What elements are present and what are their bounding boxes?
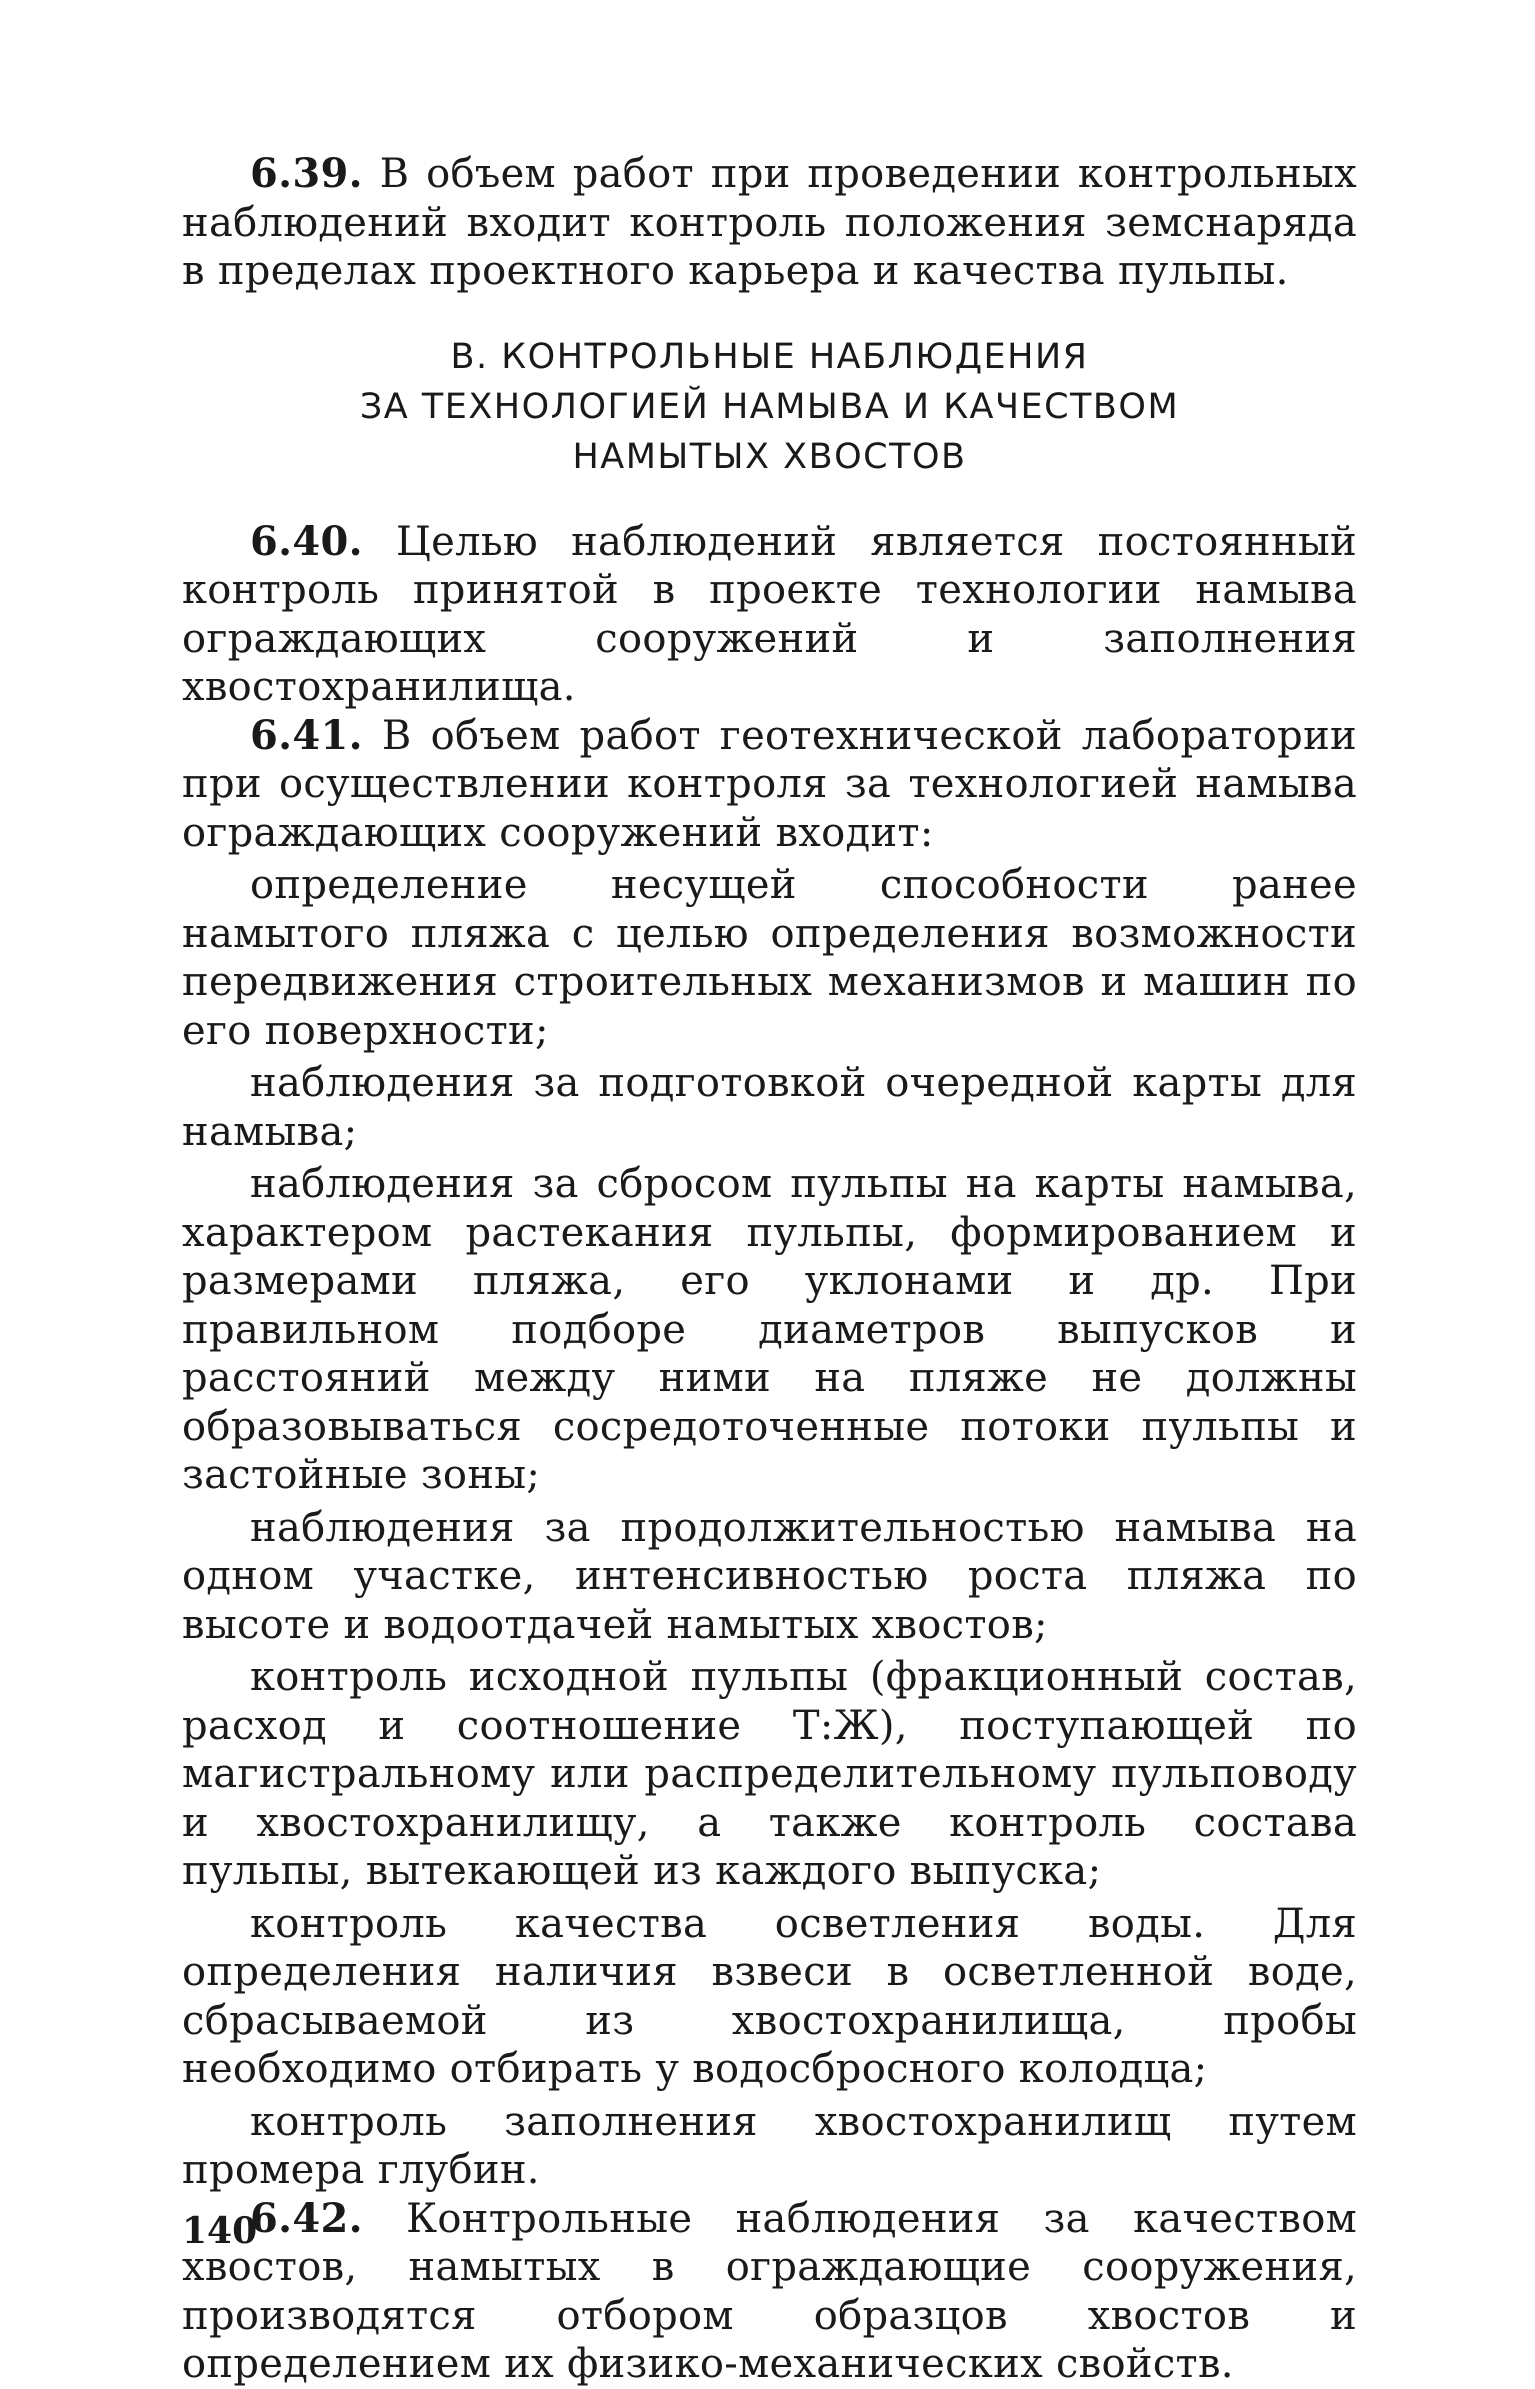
list-item: определение несущей способности ранее намытого пляжа с целью определения возможности передвижения строительных механизмов и машин по его поверхности;	[182, 862, 1357, 1054]
list-item: контроль заполнения хвостохранилищ путем промера глубин.	[182, 2098, 1357, 2193]
list-item: наблюдения за подготовкой очередной карты для намыва;	[182, 1060, 1357, 1155]
paragraph-number: 6.39.	[250, 150, 363, 197]
page-number: 140	[182, 2210, 258, 2252]
paragraph-text: Целью наблюдений является постоянный контроль принятой в проекте технологии намыва ограждающих сооружений и заполнения хвостохранилища.	[182, 518, 1358, 710]
section-heading	[182, 332, 1357, 482]
section-heading-line-2: ЗА ТЕХНОЛОГИЕЙ НАМЫВА И КАЧЕСТВОМ	[359, 386, 1180, 427]
paragraph-number: 6.42.	[250, 2194, 363, 2242]
list-item: контроль качества осветления воды. Для определения наличия взвеси в осветленной воде, сбрасываемой из хвостохранилища, пробы необходимо отбирать у водосбросного колодца;	[182, 1900, 1357, 2092]
section-heading-line-1: В. КОНТРОЛЬНЫЕ НАБЛЮДЕНИЯ	[450, 336, 1089, 377]
list-item: контроль исходной пульпы (фракционный состав, расход и соотношение Т:Ж), поступающей по магистральному или распределительному пульповоду и хвостохранилищу, а также контроль состава пульпы, вытекающей из каждого выпуска;	[182, 1654, 1357, 1894]
paragraph-number: 6.40.	[250, 517, 363, 565]
section-heading-line-3: НАМЫТЫХ ХВОСТОВ	[572, 436, 967, 477]
paragraph-6-40	[182, 518, 1357, 712]
paragraph-6-39	[182, 150, 1357, 296]
list-item: наблюдения за продолжительностью намыва на одном участке, интенсивностью роста пляжа по высоте и водоотдачей намытых хвостов;	[182, 1504, 1357, 1648]
paragraph-text: В объем работ при проведении контрольных наблюдений входит контроль положения земснаряда в пределах проектного карьера и качества пульпы.	[182, 151, 1357, 294]
paragraph-6-41	[182, 712, 1357, 858]
document-page	[182, 150, 1358, 2387]
paragraph-text: В объем работ геотехнической лаборатории при осуществлении контроля за технологией намыва ограждающих сооружений входит:	[182, 712, 1358, 856]
paragraph-6-42	[182, 2195, 1357, 2389]
paragraph-number: 6.41.	[250, 711, 363, 759]
paragraph-text: Контрольные наблюдения за качеством хвостов, намытых в ограждающие сооружения, производятся отбором образцов хвостов и определением их физико-механических свойств.	[182, 2195, 1357, 2387]
list-item: наблюдения за сбросом пульпы на карты намыва, характером растекания пульпы, формированием и размерами пляжа, его уклонами и др. При правильном подборе диаметров выпусков и расстояний между ними на пляже не должны образовываться сосредоточенные потоки пульпы и застойные зоны;	[182, 1161, 1357, 1498]
